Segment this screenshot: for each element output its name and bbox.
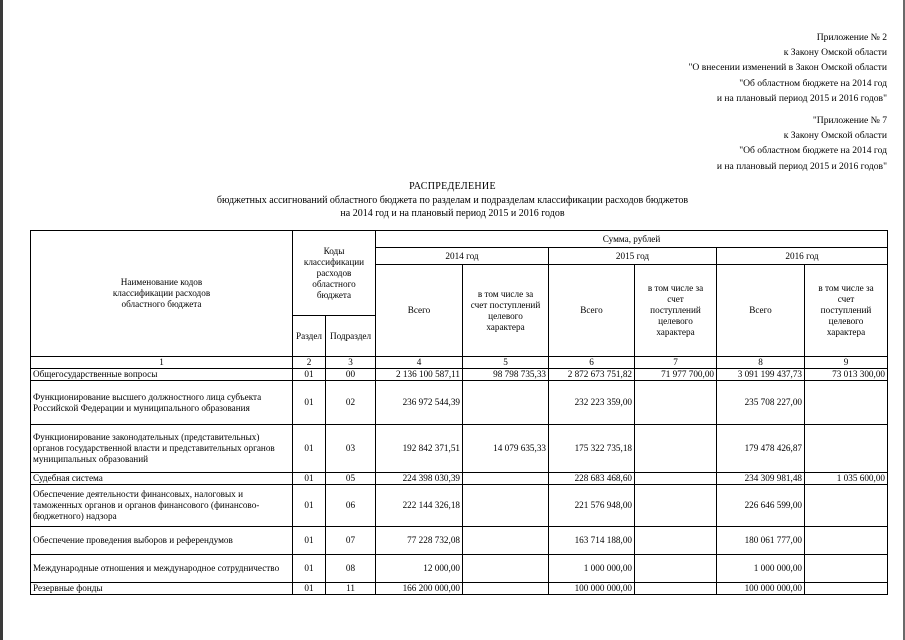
col-number: 6 [549, 357, 635, 369]
row-target-2015: 71 977 700,00 [635, 369, 717, 381]
row-target-2016 [805, 485, 888, 527]
row-target-2016: 1 035 600,00 [805, 473, 888, 485]
col-number: 2 [293, 357, 326, 369]
header-name: Наименование кодов классификации расходов областного бюджета [31, 231, 293, 357]
row-razdel: 01 [293, 369, 326, 381]
table-row [31, 369, 888, 381]
scan-frame-left [0, 0, 3, 640]
header-codes: Коды классификации расходов областного бюджета [293, 231, 376, 316]
row-razdel: 01 [293, 473, 326, 485]
row-total-2014: 12 000,00 [376, 555, 463, 583]
row-razdel: 01 [293, 527, 326, 555]
title-line-1: бюджетных ассигнований областного бюджета по разделам и подразделам классификации расходов бюджетов [216, 194, 689, 206]
row-total-2014: 166 200 000,00 [376, 583, 463, 595]
annex-line: к Закону Омской области [783, 130, 887, 142]
row-name: Обеспечение деятельности финансовых, налоговых и таможенных органов и органов финансового (финансово-бюджетного) надзора [31, 485, 293, 527]
row-name: Судебная система [31, 473, 293, 485]
col-number: 4 [376, 357, 463, 369]
header-sum: Сумма, рублей [376, 231, 888, 248]
header-podrazdel: Подраздел [326, 316, 376, 357]
row-target-2016: 73 013 300,00 [805, 369, 888, 381]
row-target-2014 [463, 381, 549, 425]
title-heading: РАСПРЕДЕЛЕНИЕ [409, 181, 496, 192]
row-target-2014: 14 079 635,33 [463, 425, 549, 473]
header-total-2014: Всего [376, 265, 463, 357]
document-title [0, 180, 905, 221]
header-total-2016: Всего [717, 265, 805, 357]
row-name: Обеспечение проведения выборов и референдумов [31, 527, 293, 555]
table-row [31, 381, 888, 425]
row-total-2016: 179 478 426,87 [717, 425, 805, 473]
row-total-2015: 1 000 000,00 [549, 555, 635, 583]
budget-table [30, 230, 888, 595]
annex-line: "Приложение № 7 [812, 115, 887, 126]
row-total-2015: 221 576 948,00 [549, 485, 635, 527]
header-year-2015: 2015 год [549, 248, 717, 265]
row-razdel: 01 [293, 555, 326, 583]
annex-line: и на плановый период 2015 и 2016 годов" [716, 160, 887, 172]
row-target-2015 [635, 381, 717, 425]
annex-note-2 [689, 30, 887, 106]
row-podrazdel: 00 [326, 369, 376, 381]
row-razdel: 01 [293, 583, 326, 595]
row-total-2015: 232 223 359,00 [549, 381, 635, 425]
row-total-2016: 1 000 000,00 [717, 555, 805, 583]
row-podrazdel: 11 [326, 583, 376, 595]
row-total-2014: 192 842 371,51 [376, 425, 463, 473]
row-target-2016 [805, 583, 888, 595]
annex-line: "Об областном бюджете на 2014 год [739, 145, 887, 157]
row-name: Резервные фонды [31, 583, 293, 595]
annex-line: и на плановый период 2015 и 2016 годов" [716, 92, 887, 104]
table-row [31, 473, 888, 485]
row-razdel: 01 [293, 381, 326, 425]
table-row [31, 527, 888, 555]
row-name: Функционирование законодательных (представительных) органов государственной власти и представительных органов муниципальных образований [31, 425, 293, 473]
header-total-2015: Всего [549, 265, 635, 357]
row-total-2015: 2 872 673 751,82 [549, 369, 635, 381]
row-total-2016: 234 309 981,48 [717, 473, 805, 485]
row-total-2015: 163 714 188,00 [549, 527, 635, 555]
row-total-2015: 100 000 000,00 [549, 583, 635, 595]
col-number: 3 [326, 357, 376, 369]
row-razdel: 01 [293, 425, 326, 473]
annex-line: "Об областном бюджете на 2014 год [739, 77, 887, 89]
row-podrazdel: 05 [326, 473, 376, 485]
row-total-2015: 175 322 735,18 [549, 425, 635, 473]
annex-note-7 [717, 113, 887, 174]
table-row [31, 425, 888, 473]
row-total-2015: 228 683 468,60 [549, 473, 635, 485]
row-target-2016 [805, 527, 888, 555]
annex-line: к Закону Омской области [783, 47, 887, 59]
col-number: 9 [805, 357, 888, 369]
row-target-2014 [463, 473, 549, 485]
annex-line: "О внесении изменений в Закон Омской области [688, 62, 887, 74]
row-total-2014: 236 972 544,39 [376, 381, 463, 425]
row-total-2014: 77 228 732,08 [376, 527, 463, 555]
row-razdel: 01 [293, 485, 326, 527]
row-target-2014 [463, 555, 549, 583]
row-target-2015 [635, 425, 717, 473]
row-podrazdel: 02 [326, 381, 376, 425]
header-year-2014: 2014 год [376, 248, 549, 265]
col-number: 8 [717, 357, 805, 369]
row-total-2016: 226 646 599,00 [717, 485, 805, 527]
row-total-2016: 180 061 777,00 [717, 527, 805, 555]
col-number: 1 [31, 357, 293, 369]
row-target-2015 [635, 485, 717, 527]
row-total-2014: 224 398 030,39 [376, 473, 463, 485]
row-podrazdel: 06 [326, 485, 376, 527]
row-total-2016: 100 000 000,00 [717, 583, 805, 595]
row-target-2014 [463, 485, 549, 527]
row-target-2014 [463, 527, 549, 555]
row-total-2014: 222 144 326,18 [376, 485, 463, 527]
col-number: 7 [635, 357, 717, 369]
row-target-2014: 98 798 735,33 [463, 369, 549, 381]
header-target-2016: в том числе за счет поступлений целевого характера [805, 265, 888, 357]
header-razdel: Раздел [293, 316, 326, 357]
annex-line: Приложение № 2 [816, 32, 887, 43]
row-podrazdel: 07 [326, 527, 376, 555]
row-target-2016 [805, 425, 888, 473]
col-number: 5 [463, 357, 549, 369]
row-target-2014 [463, 583, 549, 595]
header-target-2014: в том числе за счет поступлений целевого характера [463, 265, 549, 357]
table-row [31, 583, 888, 595]
row-target-2016 [805, 555, 888, 583]
row-podrazdel: 03 [326, 425, 376, 473]
header-target-2015: в том числе за счет поступлений целевого характера [635, 265, 717, 357]
row-name: Функционирование высшего должностного лица субъекта Российской Федерации и муниципального образования [31, 381, 293, 425]
row-podrazdel: 08 [326, 555, 376, 583]
row-total-2016: 3 091 199 437,73 [717, 369, 805, 381]
header-year-2016: 2016 год [717, 248, 888, 265]
row-target-2016 [805, 381, 888, 425]
row-target-2015 [635, 583, 717, 595]
row-target-2015 [635, 555, 717, 583]
row-name: Общегосударственные вопросы [31, 369, 293, 381]
table-row [31, 555, 888, 583]
row-target-2015 [635, 473, 717, 485]
row-total-2016: 235 708 227,00 [717, 381, 805, 425]
row-name: Международные отношения и международное сотрудничество [31, 555, 293, 583]
title-line-2: на 2014 год и на плановый период 2015 и 2016 годов [340, 208, 565, 219]
row-total-2014: 2 136 100 587,11 [376, 369, 463, 381]
table-row [31, 485, 888, 527]
row-target-2015 [635, 527, 717, 555]
